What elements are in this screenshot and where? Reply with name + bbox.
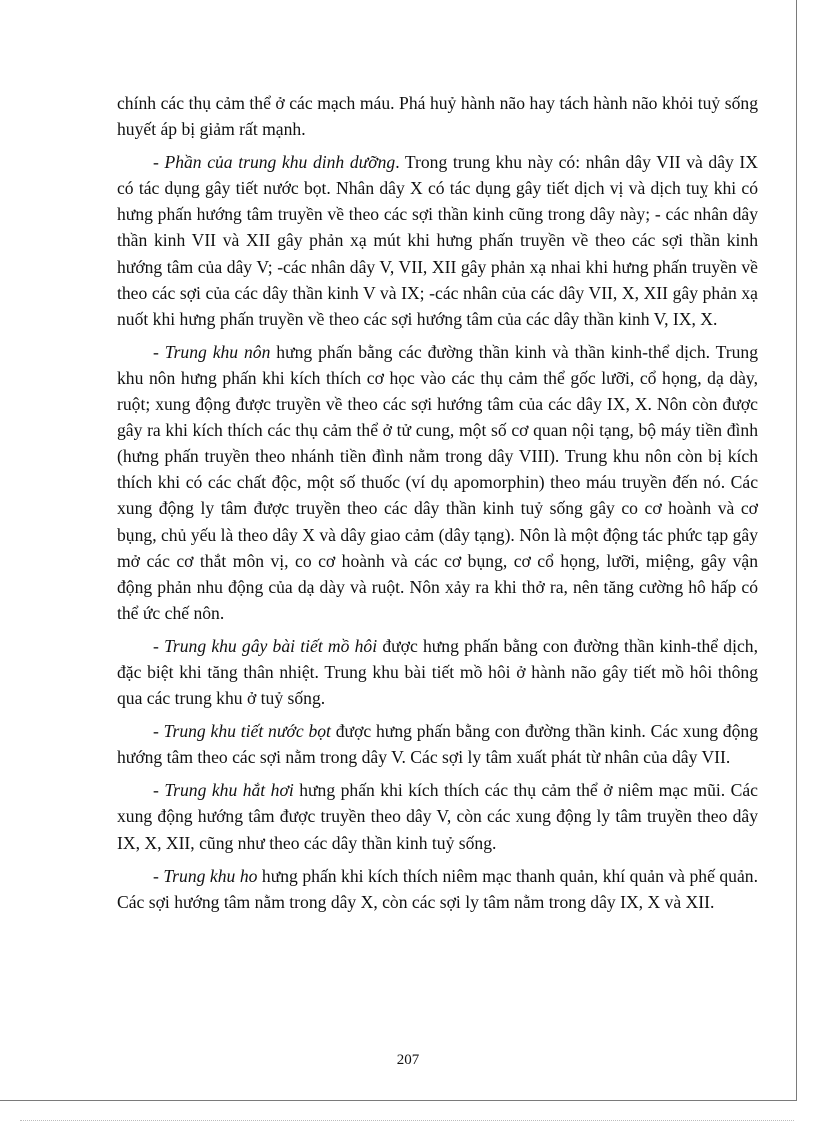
paragraph-heading: - Trung khu gây bài tiết mồ hôi bbox=[153, 635, 378, 656]
paragraph-text: . Trong trung khu này có: nhân dây VII và dây IX có tác dụng gây tiết nước bọt. Nhân dây X có tác dụng gây tiết dịch vị và dịch tuỵ khi có hưng phấn hướng tâm truyền về theo các sợi thần kinh cũng trong dây này; - các nhân dây thần kinh VII và XII gây phản xạ mút khi hưng phấn truyền về theo các sợi thần kinh hướng tâm của dây V; -các nhân dây V, VII, XII gây phản xạ nhai khi hưng phấn truyền về theo các sợi của các dây thần kinh V và IX; -các nhân của các dây VII, X, XII gây phản xạ nuốt khi hưng phấn truyền về theo các sợi hướng tâm của các dây thần kinh V, IX, X. bbox=[117, 152, 758, 329]
paragraph-heading: - Trung khu hắt hơi bbox=[153, 780, 294, 801]
paragraph-1 bbox=[117, 90, 758, 142]
paragraph-3 bbox=[117, 339, 758, 626]
paragraph-text: hưng phấn khi kích thích niêm mạc thanh quản, khí quản và phế quản. Các sợi hướng tâm nằm trong dây X, còn các sợi ly tâm nằm trong dây IX, X và XII. bbox=[117, 865, 758, 912]
document-body bbox=[117, 90, 758, 922]
paragraph-heading: - Trung khu nôn bbox=[153, 341, 271, 362]
page-number: 207 bbox=[396, 1052, 420, 1068]
paragraph-heading: - Trung khu ho bbox=[153, 865, 258, 886]
paragraph-heading: - Phần của trung khu dinh dưỡng bbox=[153, 152, 396, 173]
paragraph-text: được hưng phấn bằng con đường thần kinh-thể dịch, đặc biệt khi tăng thân nhiệt. Trung khu bài tiết mồ hôi ở hành não gây tiết mồ hôi thông qua các trung khu ở tuỷ sống. bbox=[117, 635, 758, 709]
paragraph-7 bbox=[117, 863, 758, 915]
paragraph-text: chính các thụ cảm thể ở các mạch máu. Phá huỷ hành não hay tách hành não khỏi tuỷ sống huyết áp bị giảm rất mạnh. bbox=[117, 93, 758, 140]
paragraph-2 bbox=[117, 149, 758, 332]
paragraph-text: được hưng phấn bằng con đường thần kinh. Các xung động hướng tâm theo các sợi nằm trong dây V. Các sợi ly tâm xuất phát từ nhân của dây VII. bbox=[117, 721, 758, 768]
paragraph-4 bbox=[117, 633, 758, 711]
paragraph-5 bbox=[117, 718, 758, 770]
page-bottom-divider bbox=[20, 1120, 794, 1121]
paragraph-heading: - Trung khu tiết nước bọt bbox=[153, 721, 331, 742]
paragraph-text: hưng phấn khi kích thích các thụ cảm thể ở niêm mạc mũi. Các xung động hướng tâm được truyền theo dây V, còn các xung động ly tâm truyền theo dây IX, X, XII, cũng như theo các dây thần kinh tuỷ sống. bbox=[117, 780, 758, 853]
paragraph-6 bbox=[117, 777, 758, 855]
paragraph-text: hưng phấn bằng các đường thần kinh và thần kinh-thể dịch. Trung khu nôn hưng phấn khi kích thích cơ học vào các thụ cảm thể gốc lưỡi, cổ họng, dạ dày, ruột; xung động được truyền về theo các sợi hướng tâm của các dây IX, X. Nôn còn được gây ra khi kích thích các thụ cảm thể ở tử cung, một số cơ quan nội tạng, bộ máy tiền đình (hưng phấn truyền theo nhánh tiền đình nằm trong dây VIII). Trung khu nôn còn bị kích thích khi có các chất độc, một số thuốc (ví dụ apomorphin) theo máu truyền đến nó. Các xung động ly tâm được truyền theo các dây thần kinh tuỷ sống gây co cơ hoành và cơ bụng, chủ yếu là theo dây X và dây giao cảm (dây tạng). Nôn là một động tác phức tạp gây mở các cơ thắt môn vị, co cơ hoành và các cơ bụng, cơ cổ họng, lưỡi, miệng, gây vận động phản nhu động của dạ dày và ruột. Nôn xảy ra khi thở ra, nên tăng cường hô hấp có thể ức chế nôn. bbox=[117, 341, 758, 623]
